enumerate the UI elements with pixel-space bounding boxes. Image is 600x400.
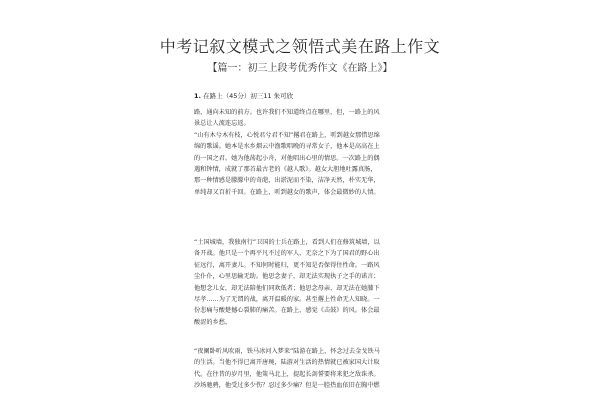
paragraph-line: “山有木兮木有枝，心悦君兮君不知”撂君在路上，听到越女那惜思绵	[194, 131, 380, 139]
paragraph-line: 遇和钟情，成就了那首最古老的《越人歌》。越女大胆地吐露真肠，	[194, 165, 377, 173]
paragraph-line: 的生活。当他不得已离开唐琬，陆游对生活的热情就已被家国大计取	[194, 359, 380, 367]
document-subtitle: 【篇一：初三上段考优秀作文《在路上》】	[207, 63, 393, 74]
paragraph-line: 那一种情感是朦朦中的奇葩，出淤泥而不染，洁净天然，朴实无华，	[194, 177, 380, 185]
section-number: 1.	[194, 92, 201, 100]
paragraph-line: “土国城墙，我独南行”卫国的士兵在路上，看到人们在修筑城墙，以	[194, 239, 380, 246]
paragraph-line: 征远行，离开妻儿。不知何时能归，更不知是否保得住性命。一路风	[194, 261, 380, 269]
paragraph-line: 单纯却又百折千回。在路上，听到越女的歌声，体会最微妙的人情。	[194, 188, 380, 196]
paragraph-line: 酸涩的乡愁。	[194, 318, 232, 326]
document-title: 中考记叙文模式之领悟式美在路上作文	[159, 37, 441, 56]
paragraph-line: “夜阑卧听风吹雨，铁马冰河入梦来”陆游在路上，怀念过去金戈铁马	[194, 348, 380, 355]
paragraph-line: 路，通向未知的前方。也许我们不知道终点在哪里，但，一路上的风	[194, 109, 380, 116]
paragraph-line: 尽孝……为了无谓的战，离开温暖的家。甚至撂上性命无人知晓。一	[194, 295, 380, 303]
paragraph-line: 绵的歌谣。她本是水乡烟云中渔歌唱晚的寻常女子，他本是高高在上	[194, 143, 380, 151]
section-heading	[194, 92, 293, 101]
paragraph-1	[194, 107, 410, 198]
paragraph-2	[194, 237, 410, 328]
paragraph-line: 沙场驰骋，他受过多少伤？忍过多少痛？但是一腔热血依旧在胸中燃	[194, 382, 380, 390]
paragraph-line: 备开战。他只是一个再平凡不过的军人，无奈之下为了国君的野心出	[194, 250, 380, 258]
paragraph-line: 景总让人流连忘返。	[194, 120, 250, 128]
paragraph-line: 尘仆仆，心里思输无助。他思念妻子，却无法实现执子之手的诺言；	[194, 273, 380, 281]
section-heading-text: 在路上（45分）初三11 朱可欣	[203, 92, 294, 100]
paragraph-line: 代。在往昔的岁月里，他策马北上，提起长剑誓要将来犯之敌诛杀。	[194, 370, 380, 378]
paragraph-line: 他想念儿女，却无法陪他们同欢低者；他思念母亲，却无法在她膝下	[194, 284, 380, 292]
paragraph-line: 的一国之君。她为他荡起小舟，对他唱出心里的情思。一次路上的偶	[194, 154, 380, 162]
paragraph-3	[194, 346, 410, 392]
paragraph-line: 份悲痛与酸楚撼心裂肺的痛苦。在路上，感觉《击鼓》的风。体会最	[194, 307, 380, 315]
